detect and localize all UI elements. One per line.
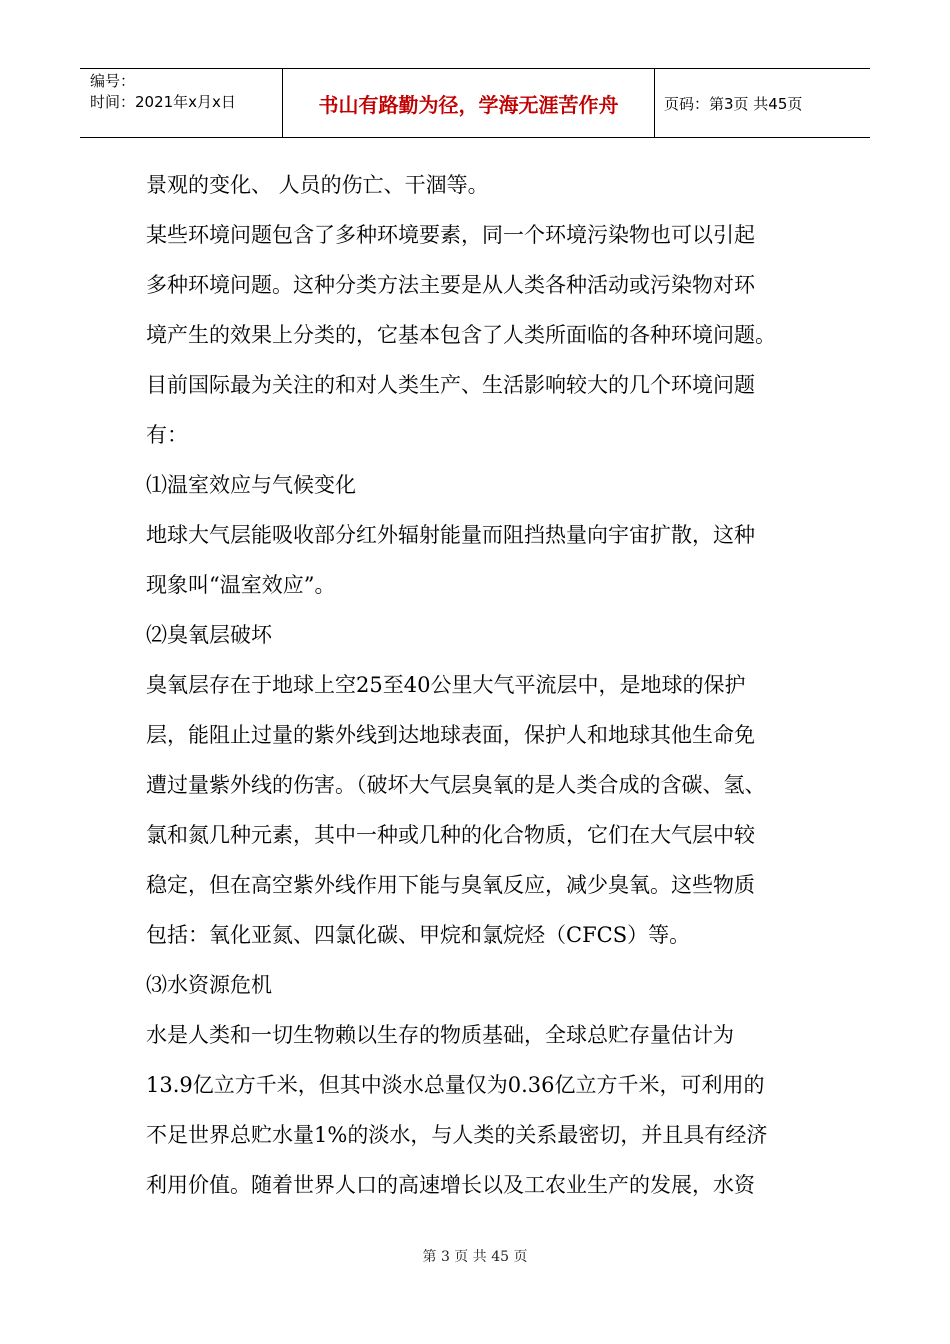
page-header [80,68,870,138]
body-line: 遭过量紫外线的伤害。（破坏大气层臭氧的是人类合成的含碳、氢、 [146,773,766,797]
body-line: 利用价值。随着世界人口的高速增长以及工农业生产的发展，水资 [146,1173,755,1197]
body-line: 多种环境问题。这种分类方法主要是从人类各种活动或污染物对环 [146,273,755,297]
section-heading: ⑶水资源危机 [146,973,272,997]
header-motto: 书山有路勤为径，学海无涯苦作舟 [283,69,655,137]
body-line: 臭氧层存在于地球上空25至40公里大气平流层中，是地球的保护 [146,673,746,697]
body-line: 目前国际最为关注的和对人类生产、生活影响较大的几个环境问题 [146,373,755,397]
body-line: 境产生的效果上分类的，它基本包含了人类所面临的各种环境问题。 [146,323,776,347]
body-line: 有： [146,423,188,447]
body-line: 水是人类和一切生物赖以生存的物质基础，全球总贮存量估计为 [146,1023,734,1047]
body-line: 现象叫“温室效应”。 [146,573,336,597]
section-heading: ⑵臭氧层破坏 [146,623,272,647]
page-footer: 第 3 页 共 45 页 [422,1249,528,1265]
body-line: 地球大气层能吸收部分红外辐射能量而阻挡热量向宇宙扩散，这种 [146,523,755,547]
document-body [146,160,836,1210]
body-line: 层，能阻止过量的紫外线到达地球表面，保护人和地球其他生命免 [146,723,755,747]
body-line: 某些环境问题包含了多种环境要素，同一个环境污染物也可以引起 [146,223,755,247]
body-line: 稳定，但在高空紫外线作用下能与臭氧反应，减少臭氧。这些物质 [146,873,755,897]
document-date: 时间：2021年x月x日 [90,93,236,111]
body-line: 13.9亿立方千米，但其中淡水总量仅为0.36亿立方千米，可利用的 [146,1073,765,1097]
body-line: 不足世界总贮水量1%的淡水，与人类的关系最密切，并且具有经济 [146,1123,768,1147]
section-heading: ⑴温室效应与气候变化 [146,473,356,497]
body-line: 景观的变化、 人员的伤亡、干涸等。 [146,173,489,197]
body-line: 氯和氮几种元素，其中一种或几种的化合物质，它们在大气层中较 [146,823,755,847]
body-line: 包括：氧化亚氮、四氯化碳、甲烷和氯烷烃（CFCS）等。 [146,923,691,947]
header-page-info: 页码：第3页 共45页 [664,94,803,113]
header-meta [80,69,283,137]
document-number-label: 编号： [90,72,136,90]
